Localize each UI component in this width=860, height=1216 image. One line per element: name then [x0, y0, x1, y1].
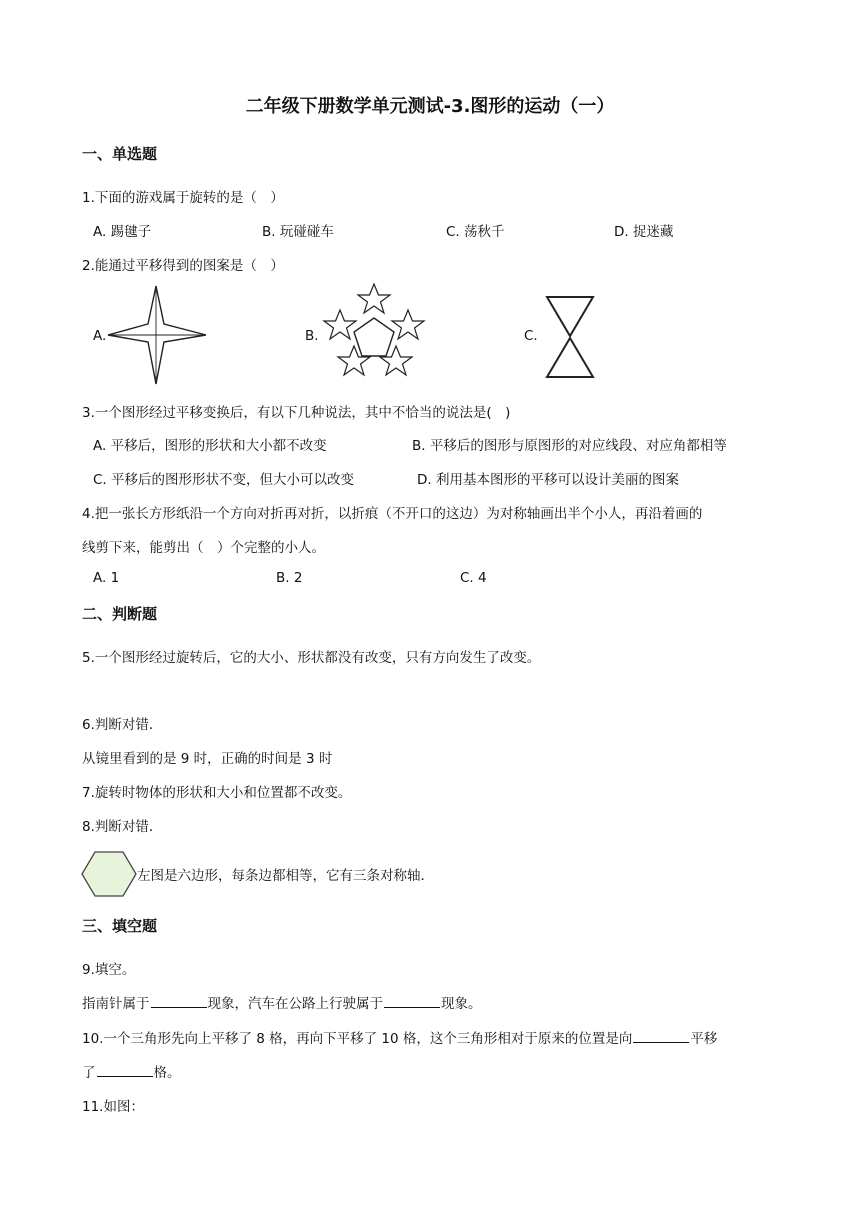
q9-text-3: 现象。 — [441, 996, 482, 1012]
question-4-line-2: 线剪下来，能剪出（ ）个完整的小人。 — [82, 540, 325, 556]
q2-option-c[interactable]: C. — [524, 328, 538, 344]
q3-option-a[interactable]: A. 平移后，图形的形状和大小都不改变 — [93, 438, 327, 454]
page-title: 二年级下册数学单元测试-3.图形的运动（一） — [245, 96, 615, 117]
question-6-line-1: 6.判断对错． — [82, 717, 163, 733]
q2-option-b[interactable]: B. — [305, 328, 319, 344]
question-3-stem: 3.一个图形经过平移变换后，有以下几种说法，其中不恰当的说法是( ) — [82, 405, 511, 421]
four-point-star-figure — [108, 286, 208, 386]
q4-option-a[interactable]: A. 1 — [93, 570, 120, 586]
section-heading-true-false: 二、判断题 — [82, 605, 158, 623]
q3-option-c[interactable]: C. 平移后的图形形状不变，但大小可以改变 — [93, 472, 355, 488]
q3-option-b[interactable]: B. 平移后的图形与原图形的对应线段、对应角都相等 — [412, 438, 727, 454]
question-2-stem: 2.能通过平移得到的图案是（ ） — [82, 258, 284, 274]
q9-text-2: 现象，汽车在公路上行驶属于 — [207, 996, 383, 1012]
q1-option-b[interactable]: B. 玩碰碰车 — [262, 224, 334, 240]
q1-option-d[interactable]: D. 捉迷藏 — [614, 224, 674, 240]
hourglass-figure — [546, 296, 594, 378]
question-1-stem: 1.下面的游戏属于旋转的是（ ） — [82, 190, 284, 206]
q3-option-d[interactable]: D. 利用基本图形的平移可以设计美丽的图案 — [417, 472, 679, 488]
q10-blank-2[interactable] — [97, 1064, 153, 1077]
q9-blank-2[interactable] — [384, 995, 440, 1008]
q4-option-b[interactable]: B. 2 — [276, 570, 303, 586]
q9-text-1: 指南针属于 — [82, 996, 150, 1012]
question-5: 5.一个图形经过旋转后，它的大小、形状都没有改变，只有方向发生了改变。 — [82, 650, 541, 666]
hexagon-figure — [81, 851, 137, 897]
question-9-line-2 — [82, 992, 482, 1012]
q10-text-1: 10.一个三角形先向上平移了 8 格，再向下平移了 10 格，这个三角形相对于原来的位置是向 — [82, 1031, 633, 1047]
q10-text-2: 平移 — [690, 1031, 718, 1047]
q10-text-4: 格。 — [153, 1065, 181, 1081]
stars-pentagon-figure — [322, 284, 426, 384]
question-8-line-1: 8.判断对错． — [82, 819, 163, 835]
section-heading-fill-in: 三、填空题 — [82, 917, 158, 935]
question-7: 7.旋转时物体的形状和大小和位置都不改变。 — [82, 785, 352, 801]
section-heading-single-choice: 一、单选题 — [82, 145, 158, 163]
q10-blank-1[interactable] — [633, 1030, 689, 1043]
question-8-line-2: 左图是六边形，每条边都相等，它有三条对称轴． — [137, 868, 434, 884]
q2-option-a[interactable]: A. — [93, 328, 107, 344]
q9-blank-1[interactable] — [151, 995, 207, 1008]
q1-option-c[interactable]: C. 荡秋千 — [446, 224, 505, 240]
question-10-line-1 — [82, 1027, 717, 1047]
question-10-line-2 — [82, 1061, 181, 1081]
question-11: 11.如图： — [82, 1099, 144, 1115]
question-4-line-1: 4.把一张长方形纸沿一个方向对折再对折，以折痕（不开口的这边）为对称轴画出半个小人，再沿着画的 — [82, 506, 703, 522]
q4-option-c[interactable]: C. 4 — [460, 570, 487, 586]
q1-option-a[interactable]: A. 踢毽子 — [93, 224, 152, 240]
question-9-line-1: 9.填空。 — [82, 962, 136, 978]
question-6-line-2: 从镜里看到的是 9 时，正确的时间是 3 时 — [82, 751, 333, 767]
q10-text-3: 了 — [82, 1065, 96, 1081]
